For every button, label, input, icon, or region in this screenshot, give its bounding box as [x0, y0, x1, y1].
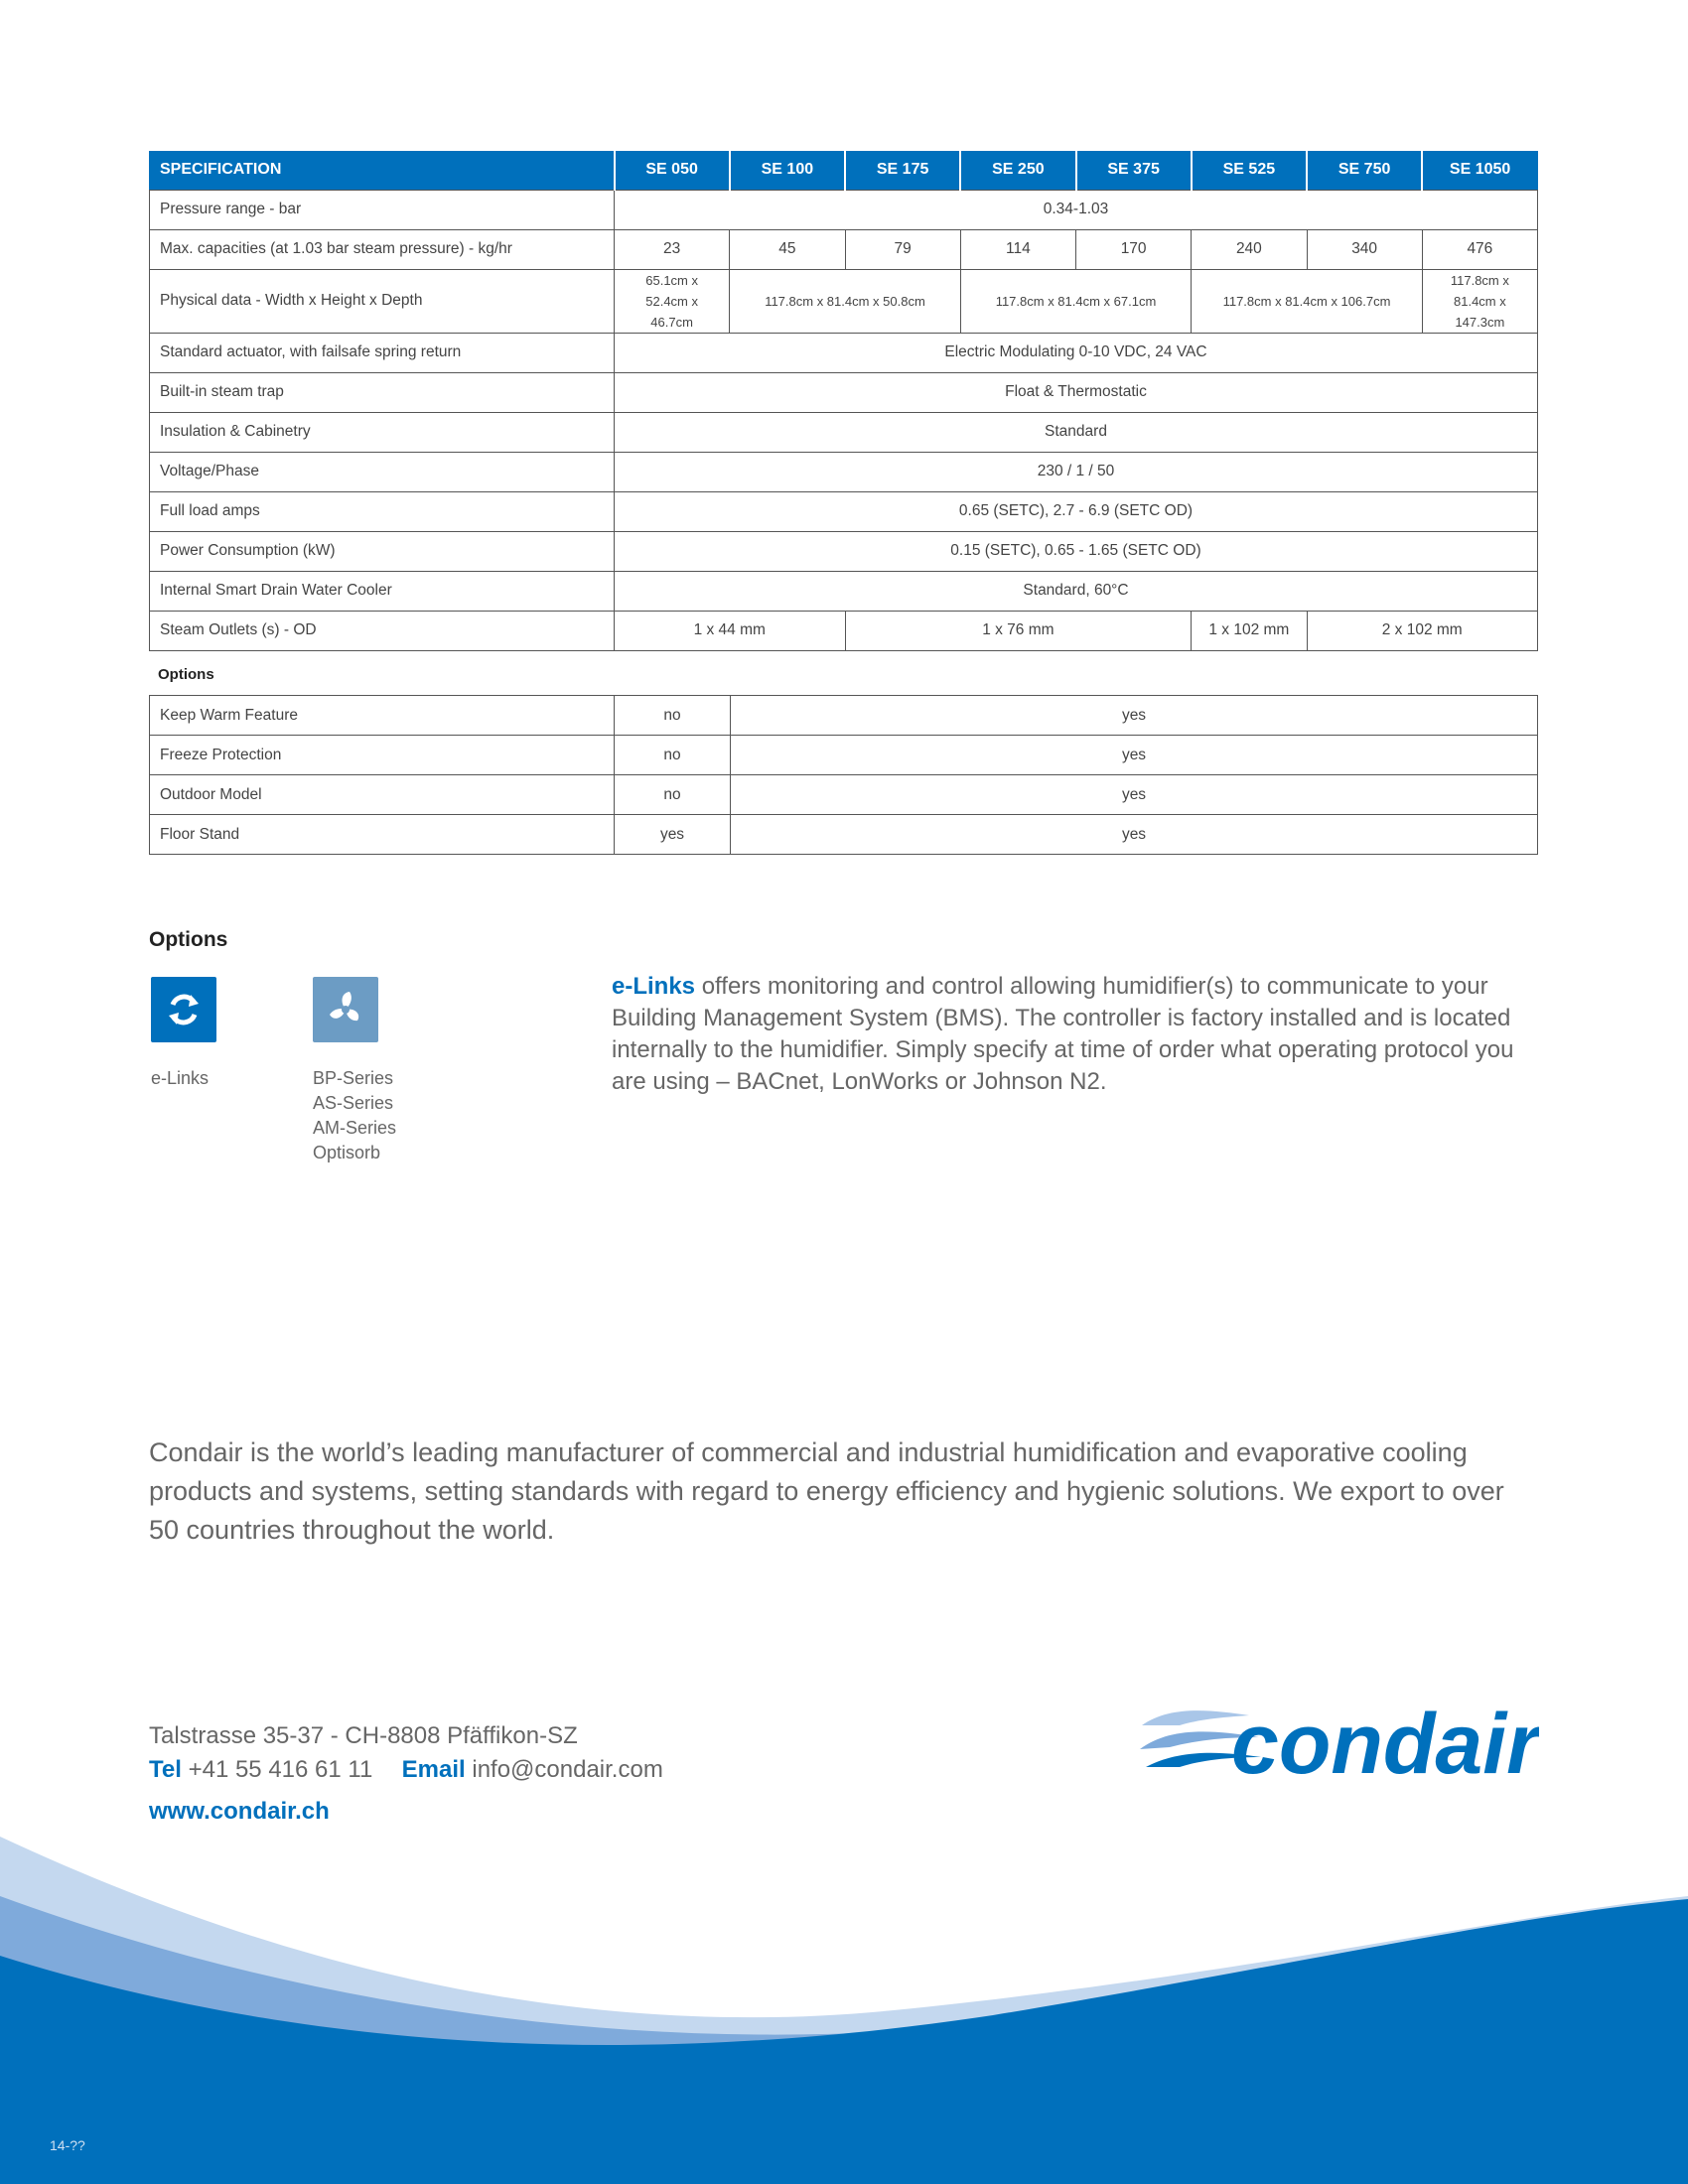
option-row [150, 736, 1538, 775]
spec-cell: 0.65 (SETC), 2.7 - 6.9 (SETC OD) [615, 491, 1538, 531]
spec-row-label: Power Consumption (kW) [150, 531, 615, 571]
spec-row [150, 571, 1538, 611]
spec-cell: 117.8cm x 81.4cm x 106.7cm [1192, 269, 1423, 333]
option-other-value: yes [731, 775, 1538, 815]
spec-cell: 45 [730, 229, 845, 269]
spec-cell: 1 x 76 mm [845, 611, 1192, 650]
option-other-value: yes [731, 696, 1538, 736]
options-table-title: Options [158, 666, 214, 683]
contact-block [149, 1719, 663, 1787]
series-list [313, 1066, 396, 1165]
spec-row [150, 412, 1538, 452]
option-row [150, 696, 1538, 736]
spec-header-model: SE 525 [1192, 150, 1307, 190]
spec-cell: 117.8cm x 81.4cm x 147.3cm [1422, 269, 1537, 333]
spec-cell: 1 x 44 mm [615, 611, 846, 650]
address: Talstrasse 35-37 - CH-8808 Pfäffikon-SZ [149, 1722, 578, 1749]
spec-row-label: Voltage/Phase [150, 452, 615, 491]
logo-wordmark: condair [1231, 1697, 1539, 1781]
spec-cell: Standard [615, 412, 1538, 452]
option-other-value: yes [731, 736, 1538, 775]
spec-row-label: Full load amps [150, 491, 615, 531]
page-number: 14-?? [50, 2137, 85, 2153]
spec-cell: 2 x 102 mm [1307, 611, 1538, 650]
spec-cell: 117.8cm x 81.4cm x 67.1cm [960, 269, 1192, 333]
wave-footer-decoration [0, 1837, 1688, 2184]
option-other-value: yes [731, 815, 1538, 855]
elinks-option [151, 977, 216, 1091]
spec-header-model: SE 1050 [1422, 150, 1537, 190]
option-label: Keep Warm Feature [150, 696, 615, 736]
spec-row [150, 372, 1538, 412]
spec-header-label: SPECIFICATION [150, 150, 615, 190]
option-se050-value: no [615, 736, 731, 775]
spec-row [150, 491, 1538, 531]
spec-cell: 170 [1076, 229, 1192, 269]
spec-cell: 23 [615, 229, 730, 269]
spec-cell: 476 [1422, 229, 1537, 269]
options-table [149, 695, 1538, 855]
spec-header-model: SE 375 [1076, 150, 1192, 190]
series-item: AS-Series [313, 1093, 394, 1113]
spec-cell: Float & Thermostatic [615, 372, 1538, 412]
spec-header-model: SE 250 [960, 150, 1075, 190]
spec-row [150, 611, 1538, 650]
spec-row [150, 269, 1538, 333]
series-option [313, 977, 396, 1165]
options-section-title: Options [149, 928, 228, 951]
spec-cell: 117.8cm x 81.4cm x 50.8cm [730, 269, 961, 333]
spec-row [150, 452, 1538, 491]
option-se050-value: no [615, 775, 731, 815]
elinks-description [612, 971, 1540, 1098]
spec-cell: Standard, 60°C [615, 571, 1538, 611]
series-item: Optisorb [313, 1143, 381, 1162]
spec-cell: 0.15 (SETC), 0.65 - 1.65 (SETC OD) [615, 531, 1538, 571]
spec-row-label: Pressure range - bar [150, 190, 615, 229]
email-address[interactable]: info@condair.com [465, 1756, 663, 1783]
spec-cell: 240 [1192, 229, 1307, 269]
fan-icon [313, 977, 378, 1042]
spec-row-label: Insulation & Cabinetry [150, 412, 615, 452]
spec-row-label: Built-in steam trap [150, 372, 615, 412]
spec-row-label: Internal Smart Drain Water Cooler [150, 571, 615, 611]
spec-row [150, 229, 1538, 269]
spec-cell: 65.1cm x 52.4cm x 46.7cm [615, 269, 730, 333]
spec-header-model: SE 050 [615, 150, 730, 190]
elinks-lead: e-Links [612, 973, 696, 1000]
spec-row-label: Max. capacities (at 1.03 bar steam pressure) - kg/hr [150, 229, 615, 269]
option-label: Freeze Protection [150, 736, 615, 775]
option-se050-value: no [615, 696, 731, 736]
spec-cell: 0.34-1.03 [615, 190, 1538, 229]
spec-cell: Electric Modulating 0-10 VDC, 24 VAC [615, 333, 1538, 372]
option-label: Outdoor Model [150, 775, 615, 815]
tel-number[interactable]: +41 55 416 61 11 [181, 1756, 373, 1783]
elinks-body: offers monitoring and control allowing humidifier(s) to communicate to your Building Management System (BMS). The controller is factory installed and is located internally to the humidifier. Simply specify at time of order what operating protocol you are using – BACnet, LonWorks or Johnson N2. [612, 973, 1514, 1095]
spec-header-model: SE 175 [845, 150, 960, 190]
spec-row-label: Standard actuator, with failsafe spring return [150, 333, 615, 372]
email-label: Email [401, 1756, 466, 1783]
option-se050-value: yes [615, 815, 731, 855]
spec-header-model: SE 100 [730, 150, 845, 190]
spec-cell: 114 [960, 229, 1075, 269]
spec-cell: 340 [1307, 229, 1422, 269]
condair-logo [1140, 1696, 1539, 1786]
spec-row-label: Steam Outlets (s) - OD [150, 611, 615, 650]
spec-row [150, 190, 1538, 229]
option-row [150, 775, 1538, 815]
website-link[interactable]: www.condair.ch [149, 1798, 330, 1825]
spec-cell: 1 x 102 mm [1192, 611, 1307, 650]
tel-label: Tel [149, 1756, 182, 1783]
option-label: Floor Stand [150, 815, 615, 855]
spec-row [150, 333, 1538, 372]
spec-cell: 79 [845, 229, 960, 269]
elinks-label: e-Links [151, 1068, 210, 1088]
spec-row [150, 531, 1538, 571]
series-item: AM-Series [313, 1118, 397, 1138]
spec-header-model: SE 750 [1307, 150, 1422, 190]
company-description: Condair is the world’s leading manufacturer of commercial and industrial humidification and evaporative cooling products and systems, setting standards with regard to energy efficiency and hygienic solutions. We export to over 50 countries throughout the world. [149, 1437, 1504, 1545]
series-item: BP-Series [313, 1068, 394, 1088]
option-row [150, 815, 1538, 855]
phone-email-line [149, 1753, 663, 1787]
spec-row-label: Physical data - Width x Height x Depth [150, 269, 615, 333]
specification-table [149, 149, 1538, 651]
spec-cell: 230 / 1 / 50 [615, 452, 1538, 491]
refresh-icon [151, 977, 216, 1042]
spec-header-row [150, 150, 1538, 190]
